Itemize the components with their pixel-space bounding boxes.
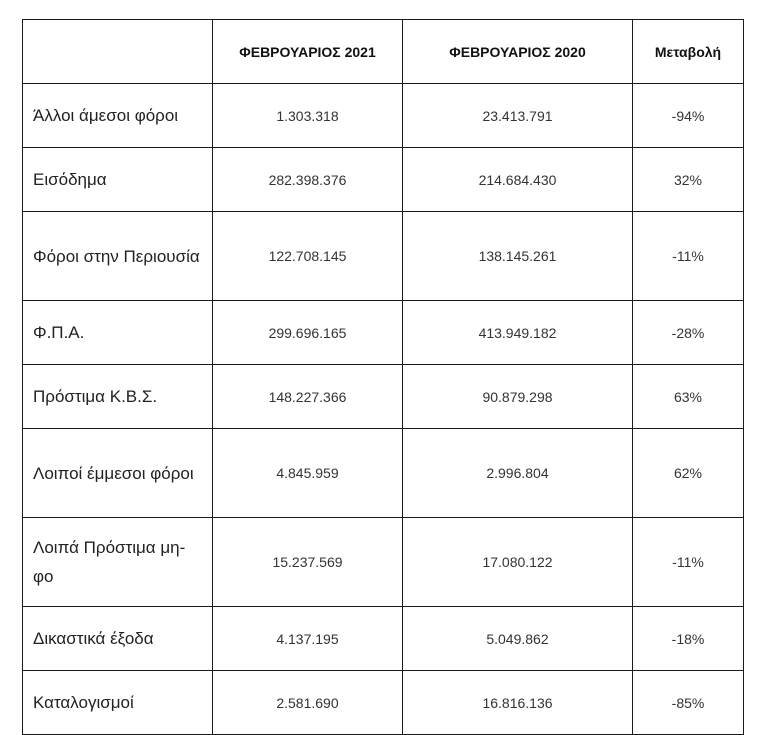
value-feb-2021: 122.708.145: [213, 212, 403, 301]
table-row: [23, 429, 744, 518]
value-change: 63%: [633, 365, 744, 429]
row-label: Άλλοι άμεσοι φόροι: [23, 84, 213, 148]
value-feb-2020: 16.816.136: [403, 671, 633, 735]
value-change: -11%: [633, 212, 744, 301]
row-label: Λοιποί έμμεσοι φόροι: [23, 429, 213, 518]
row-label: Δικαστικά έξοδα: [23, 607, 213, 671]
value-feb-2020: 5.049.862: [403, 607, 633, 671]
value-change: -28%: [633, 301, 744, 365]
table-row: [23, 607, 744, 671]
value-feb-2021: 299.696.165: [213, 301, 403, 365]
value-change: -11%: [633, 518, 744, 607]
row-label: Φ.Π.Α.: [23, 301, 213, 365]
row-label: Καταλογισμοί: [23, 671, 213, 735]
table-row: [23, 212, 744, 301]
table-header-row: [23, 20, 744, 84]
header-category: [23, 20, 213, 84]
value-feb-2020: 214.684.430: [403, 148, 633, 212]
table-row: [23, 671, 744, 735]
value-feb-2021: 148.227.366: [213, 365, 403, 429]
value-feb-2020: 17.080.122: [403, 518, 633, 607]
value-feb-2021: 282.398.376: [213, 148, 403, 212]
value-feb-2020: 90.879.298: [403, 365, 633, 429]
value-change: -85%: [633, 671, 744, 735]
value-feb-2020: 23.413.791: [403, 84, 633, 148]
table-container: [22, 19, 743, 735]
value-feb-2021: 4.845.959: [213, 429, 403, 518]
row-label: Λοιπά Πρόστιμα μη-φο: [23, 518, 213, 607]
table-row: [23, 84, 744, 148]
table-row: [23, 518, 744, 607]
value-feb-2021: 15.237.569: [213, 518, 403, 607]
table-row: [23, 148, 744, 212]
row-label: Εισόδημα: [23, 148, 213, 212]
value-feb-2020: 138.145.261: [403, 212, 633, 301]
table-row: [23, 301, 744, 365]
value-change: 32%: [633, 148, 744, 212]
value-feb-2021: 2.581.690: [213, 671, 403, 735]
table-row: [23, 365, 744, 429]
row-label: Φόροι στην Περιουσία: [23, 212, 213, 301]
row-label: Πρόστιμα Κ.Β.Σ.: [23, 365, 213, 429]
value-feb-2021: 1.303.318: [213, 84, 403, 148]
value-change: -94%: [633, 84, 744, 148]
value-change: 62%: [633, 429, 744, 518]
value-change: -18%: [633, 607, 744, 671]
revenue-comparison-table: [22, 19, 744, 735]
header-feb-2021: ΦΕΒΡΟΥΑΡΙΟΣ 2021: [213, 20, 403, 84]
header-change: Μεταβολή: [633, 20, 744, 84]
header-feb-2020: ΦΕΒΡΟΥΑΡΙΟΣ 2020: [403, 20, 633, 84]
value-feb-2021: 4.137.195: [213, 607, 403, 671]
value-feb-2020: 413.949.182: [403, 301, 633, 365]
value-feb-2020: 2.996.804: [403, 429, 633, 518]
